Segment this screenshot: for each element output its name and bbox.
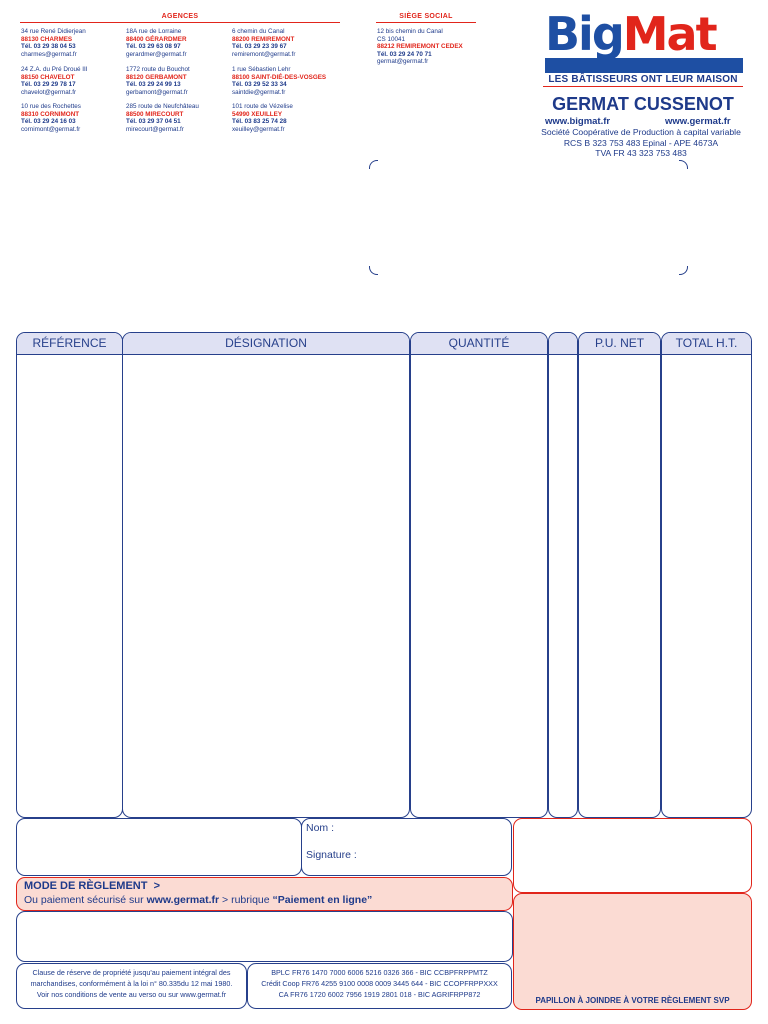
bank-line-2: Crédit Coop FR76 4255 9100 0008 0009 3445 644 - BIC CCOPFRPPXXX [261, 979, 498, 988]
window-corner-br [679, 266, 688, 275]
agence-email[interactable]: xeuilley@germat.fr [232, 125, 285, 133]
col-reference[interactable] [16, 332, 123, 818]
agence-city: 88500 MIRECOURT [126, 110, 184, 118]
agence-street: 1772 route du Bouchot [126, 66, 190, 73]
payment-details-box[interactable] [16, 911, 513, 962]
bank-box [247, 963, 512, 1009]
clause-box [16, 963, 247, 1009]
agence-city: 88100 SAINT-DIÉ-DES-VOSGES [232, 73, 327, 81]
agence-email[interactable]: saintdie@germat.fr [232, 88, 286, 96]
legal-line-2: RCS B 323 753 483 Epinal - APE 4673A [563, 137, 719, 148]
col-pu-net[interactable] [578, 332, 661, 818]
agence-block [232, 28, 340, 58]
agence-city: 88400 GÉRARDMER [126, 35, 187, 43]
agence-email[interactable]: mirecourt@germat.fr [126, 125, 184, 133]
legal-line-1: Société Coopérative de Production à capital variable [541, 127, 741, 137]
agence-block [21, 66, 129, 96]
agence-tel: Tél. 03 29 23 39 67 [232, 43, 287, 51]
agence-block [126, 66, 234, 96]
agence-block [126, 28, 234, 58]
siege-block [377, 28, 487, 66]
col-unit[interactable] [548, 332, 578, 818]
agence-tel: Tél. 03 29 52 33 34 [232, 81, 287, 89]
online-payment-line [24, 894, 372, 906]
mode-arrow-icon: > [153, 880, 161, 892]
agence-email[interactable]: cornimont@germat.fr [21, 125, 81, 133]
bank-line-3: CA FR76 1720 6002 7956 1919 2801 018 - BIC AGRIFRPP872 [278, 990, 481, 999]
clause-line-2: marchandises, conformément à la loi n° 80.335du 12 mai 1980. [30, 979, 233, 988]
agence-tel: Tél. 03 29 38 04 53 [21, 43, 76, 51]
agence-city: 88150 CHAVELOT [21, 73, 75, 81]
clause-line-1: Clause de réserve de propriété jusqu'au paiement intégral des [32, 968, 231, 977]
brand-tagline: LES BÂTISSEURS ONT LEUR MAISON [548, 74, 738, 85]
agence-street: 1 rue Sébastien Lehr [232, 66, 291, 73]
window-corner-tl [369, 160, 378, 169]
col-header-unit [549, 333, 577, 355]
notes-box[interactable] [16, 818, 302, 876]
col-header-pu-net: P.U. NET [579, 333, 660, 355]
agence-street: 285 route de Neufchâteau [126, 103, 199, 110]
agence-street: 18A rue de Lorraine [126, 28, 182, 35]
papillon-box[interactable] [513, 893, 752, 1010]
col-designation[interactable] [122, 332, 410, 818]
agence-city: 54990 XEUILLEY [232, 110, 283, 118]
agence-email[interactable]: gerardmer@germat.fr [126, 50, 187, 58]
signature-label: Signature : [306, 849, 357, 861]
url-germat[interactable]: www.germat.fr [665, 116, 731, 127]
agence-tel: Tél. 03 83 25 74 28 [232, 118, 287, 126]
papillon-text: PAPILLON À JOINDRE À VOTRE RÈGLEMENT SVP [535, 996, 730, 1005]
agence-city: 88310 CORNIMONT [21, 110, 80, 118]
online-mid: > rubrique [219, 894, 273, 906]
mode-reglement-title [24, 880, 160, 892]
siege-tel: Tél. 03 29 24 70 71 [377, 50, 432, 58]
agence-city: 88200 REMIREMONT [232, 35, 295, 43]
agence-block [21, 103, 129, 133]
receipt-top-box[interactable] [513, 818, 752, 893]
agence-block [126, 103, 234, 133]
agence-email[interactable]: chavelot@germat.fr [21, 88, 77, 96]
logo-wordmark [545, 6, 716, 62]
agence-street: 24 Z.A. du Pré Droué III [21, 66, 88, 73]
agence-block [232, 103, 340, 133]
col-header-quantite: QUANTITÉ [411, 333, 547, 355]
agence-tel: Tél. 03 29 37 04 51 [126, 118, 181, 126]
siege-street: 12 bis chemin du Canal [377, 28, 443, 35]
url-bigmat[interactable]: www.bigmat.fr [545, 116, 611, 127]
agence-tel: Tél. 03 29 24 99 13 [126, 81, 181, 89]
agence-street: 10 rue des Rochettes [21, 103, 81, 110]
col-quantite[interactable] [410, 332, 548, 818]
agence-city: 88120 GERBAMONT [126, 73, 187, 81]
logo-big-text: Big [545, 7, 623, 61]
tagline-rule [543, 86, 743, 87]
mode-reglement-box [16, 877, 513, 911]
company-name: GERMAT CUSSENOT [552, 94, 734, 114]
siege-email: germat@germat.fr [377, 58, 429, 66]
siege-city: 88212 REMIREMONT CEDEX [377, 43, 463, 51]
col-total-ht[interactable] [661, 332, 752, 818]
agence-street: 34 rue René Didierjean [21, 28, 86, 35]
bigmat-logo [545, 7, 743, 73]
col-header-designation: DÉSIGNATION [123, 333, 409, 355]
signature-box[interactable] [301, 818, 512, 876]
col-header-reference: RÉFÉRENCE [17, 333, 122, 355]
legal-block [535, 127, 747, 159]
agence-street: 101 route de Vézelise [232, 103, 293, 110]
window-corner-tr [679, 160, 688, 169]
mode-title-text: MODE DE RÈGLEMENT [24, 880, 148, 892]
siege-box: CS 10041 [377, 35, 406, 43]
agence-street: 6 chemin du Canal [232, 28, 285, 35]
siege-title: SIÈGE SOCIAL [399, 13, 453, 20]
agence-tel: Tél. 03 29 29 78 17 [21, 81, 76, 89]
online-payment-link[interactable]: “Paiement en ligne” [272, 894, 373, 906]
col-header-total-ht: TOTAL H.T. [662, 333, 751, 355]
bank-line-1: BPLC FR76 1470 7000 6006 5216 0326 366 - BIC CCBPFRPPMTZ [271, 968, 488, 977]
agences-title: AGENCES [161, 13, 199, 20]
agence-city: 88130 CHARMES [21, 35, 73, 43]
siege-rule [376, 22, 476, 23]
nom-label: Nom : [306, 822, 335, 834]
agence-email[interactable]: charmes@germat.fr [21, 50, 77, 58]
clause-line-3: Voir nos conditions de vente au verso ou sur www.germat.fr [36, 990, 227, 999]
agence-email[interactable]: remiremont@germat.fr [232, 50, 296, 58]
online-url-link[interactable]: www.germat.fr [146, 894, 220, 906]
legal-line-3: TVA FR 43 323 753 483 [595, 148, 687, 158]
agence-tel: Tél. 03 29 24 16 03 [21, 118, 76, 126]
agence-email[interactable]: gerbamont@germat.fr [126, 88, 188, 96]
agence-block [232, 66, 340, 96]
logo-mat-text: Mat [622, 7, 716, 61]
agence-block [21, 28, 129, 58]
online-pre: Ou paiement sécurisé sur [24, 894, 147, 906]
window-corner-bl [369, 266, 378, 275]
agence-tel: Tél. 03 29 63 08 97 [126, 43, 181, 51]
agences-rule [20, 22, 340, 23]
